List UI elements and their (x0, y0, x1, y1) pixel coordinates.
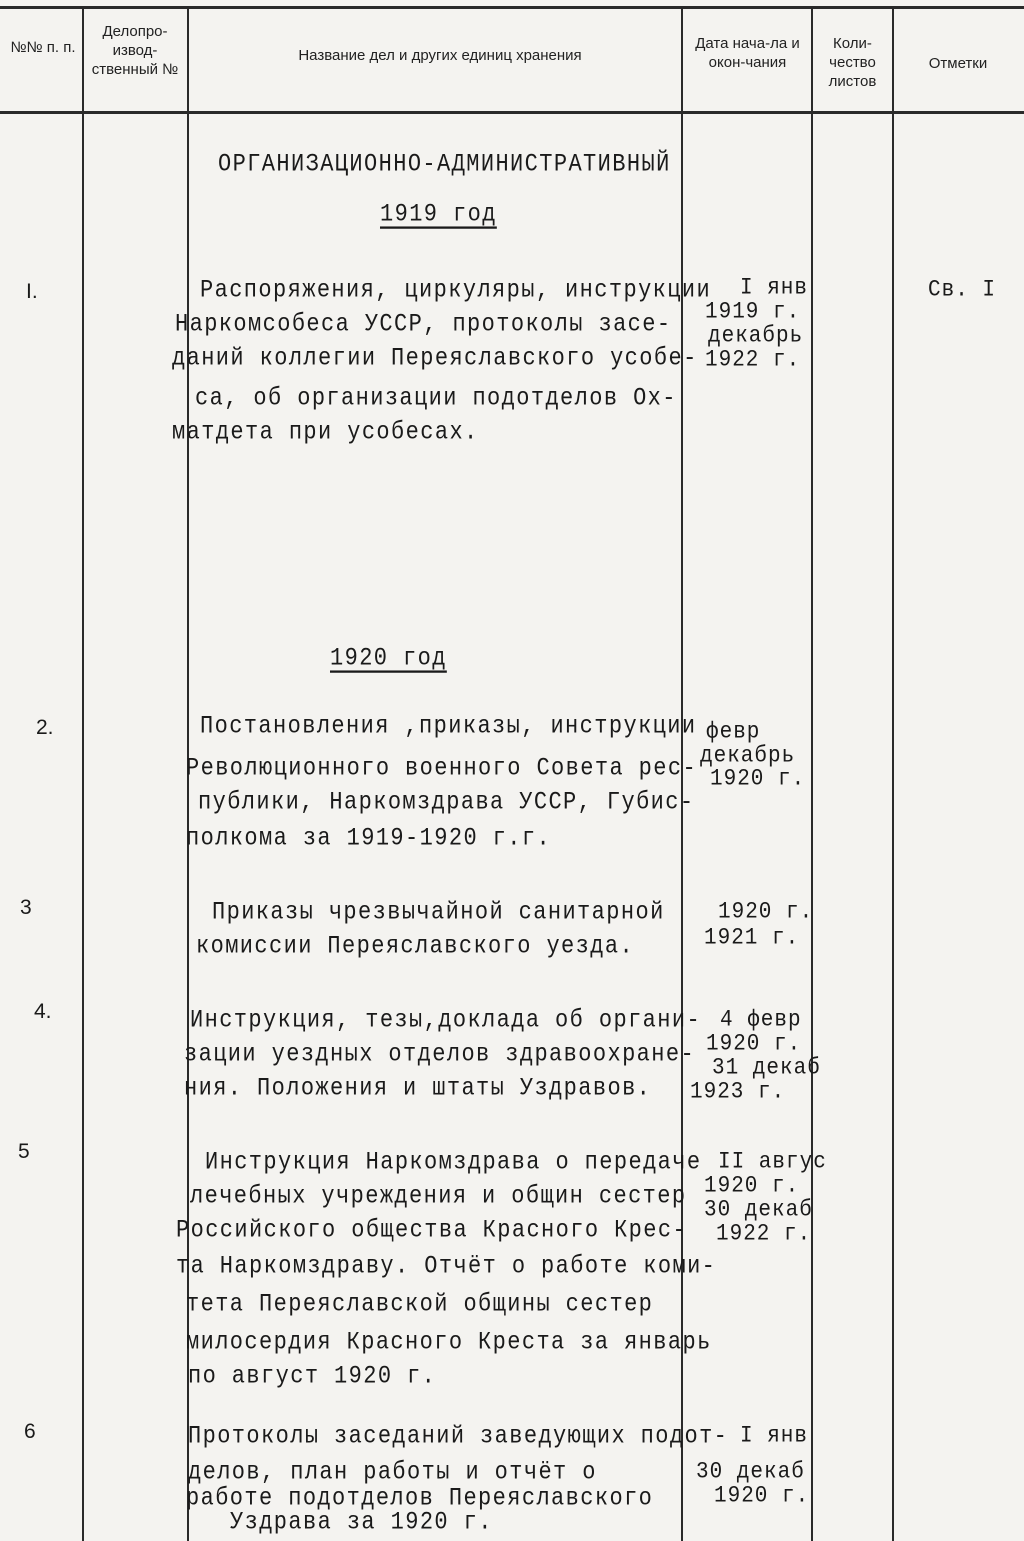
row-date: февр (706, 720, 761, 746)
header-file-number: Делопро-извод-ственный № (91, 23, 179, 78)
row-title-line: Приказы чрезвычайной санитарной (212, 898, 665, 927)
row-date: 1920 г. (706, 1032, 802, 1058)
header-dates: Дата нача-ла и окон-чания (695, 35, 800, 71)
row-date: 1920 г. (704, 1174, 800, 1200)
row-date: I янв (740, 1424, 809, 1450)
row-title-line: Уздрава за 1920 г. (230, 1508, 493, 1537)
row-date: декабрь (708, 324, 804, 350)
row-title-line: Наркомсобеса УССР, протоколы засе- (175, 310, 672, 339)
row-title-line: Распоряжения, циркуляры, инструкции (200, 276, 712, 305)
row-date: II авгус (718, 1150, 827, 1176)
header-number: №№ п. п. (10, 39, 76, 56)
row-title-line: са, об организации подотделов Ох- (195, 384, 677, 413)
row-title-line: тета Переяславской общины сестер (186, 1290, 654, 1319)
row-date: 1920 г. (718, 900, 814, 926)
row-date: I янв (740, 276, 809, 302)
section-title: ОРГАНИЗАЦИОННО-АДМИНИСТРАТИВНЫЙ (218, 150, 671, 179)
header-notes: Отметки (928, 55, 988, 72)
column-divider (82, 8, 84, 1541)
row-date: 1920 г. (710, 767, 806, 793)
row-date: 30 декаб (704, 1198, 813, 1224)
row-date: 1920 г. (714, 1484, 810, 1510)
row-title-line: ния. Положения и штаты Уздравов. (184, 1074, 652, 1103)
row-title-line: по август 1920 г. (188, 1362, 437, 1391)
row-date: 1922 г. (716, 1222, 812, 1248)
row-title-line: зации уездных отделов здравоохране- (184, 1040, 696, 1069)
row-title-line: Инструкция Наркомздрава о передаче (205, 1148, 702, 1177)
row-title-line: комиссии Переяславского уезда. (196, 932, 635, 961)
row-date: декабрь (700, 744, 796, 770)
row-date: 1921 г. (704, 926, 800, 952)
row-title-line: Революционного военного Совета рес- (186, 754, 698, 783)
row-title-line: матдета при усобесах. (172, 418, 479, 447)
header-sheets: Коли-чество листов (828, 35, 877, 90)
row-number: 4. (34, 1000, 52, 1023)
row-title-line: лечебных учреждения и общин сестер (190, 1182, 687, 1211)
row-date: 30 декаб (696, 1460, 805, 1486)
row-title-line: Российского общества Красного Крес- (176, 1216, 688, 1245)
row-date: 4 февр (720, 1008, 802, 1034)
header-rule (0, 111, 1024, 114)
row-title-line: делов, план работы и отчёт о (188, 1458, 597, 1487)
column-divider (892, 8, 894, 1541)
row-date: 1923 г. (690, 1080, 786, 1106)
row-title-line: публики, Наркомздрава УССР, Губис- (198, 788, 695, 817)
row-title-line: даний коллегии Переяславского усобе- (172, 344, 698, 373)
row-number: 2. (36, 716, 54, 739)
year-heading: 1920 год (330, 644, 447, 673)
row-date: 1922 г. (705, 348, 801, 374)
row-title-line: та Наркомздраву. Отчёт о работе коми- (176, 1252, 717, 1281)
row-title-line: Постановления ,приказы, инструкции (200, 712, 697, 741)
row-number: 5 (18, 1140, 30, 1163)
row-title-line: Инструкция, тезы,доклада об органи- (190, 1006, 702, 1035)
row-note: Св. I (928, 278, 997, 304)
row-date: 1919 г. (705, 300, 801, 326)
row-title-line: Протоколы заседаний заведующих подот- (188, 1422, 729, 1451)
row-date: 31 декаб (712, 1056, 821, 1082)
row-number: 6 (24, 1420, 36, 1443)
row-number: 3 (20, 896, 32, 919)
row-title-line: работе подотделов Переяславского (186, 1484, 654, 1513)
header-title: Название дел и других единиц хранения (298, 47, 582, 64)
top-rule (0, 6, 1024, 9)
row-number: I. (26, 280, 38, 303)
row-title-line: полкома за 1919-1920 г.г. (186, 824, 552, 853)
year-heading: 1919 год (380, 200, 497, 229)
column-divider (811, 8, 813, 1541)
row-title-line: милосердия Красного Креста за январь (186, 1328, 712, 1357)
